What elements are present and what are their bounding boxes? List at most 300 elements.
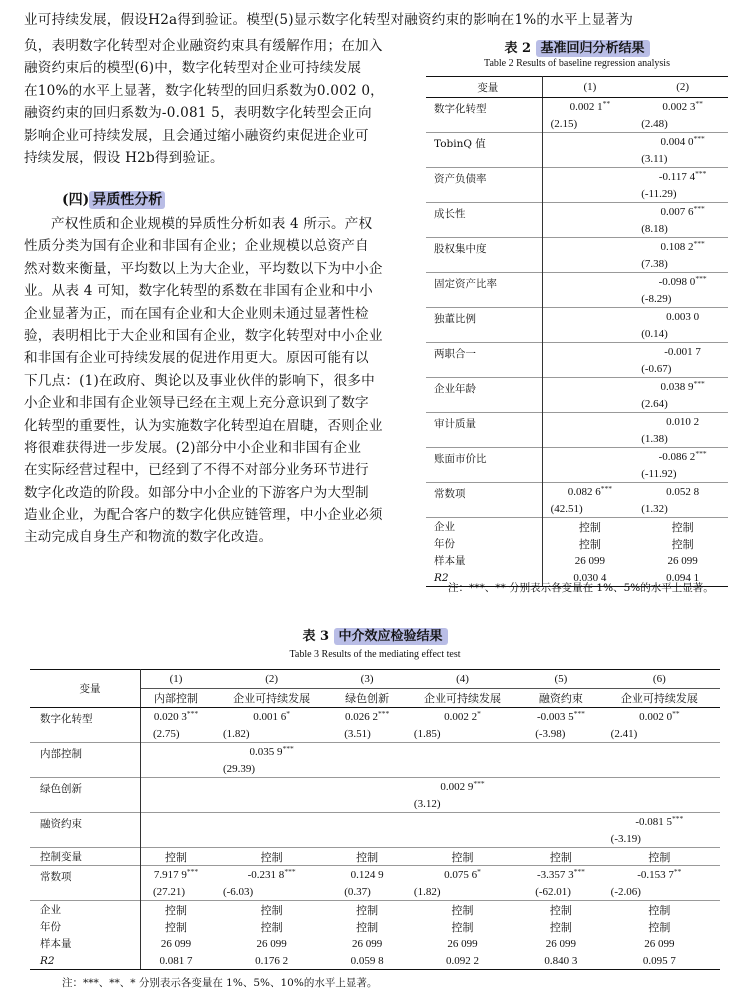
t-stat <box>542 290 637 308</box>
t-stat <box>542 185 637 203</box>
row-variable: 绿色创新 <box>30 778 141 813</box>
table-row <box>30 952 720 970</box>
coef-cell <box>141 866 211 884</box>
coef-cell <box>637 133 728 151</box>
t-stat: (3.11) <box>641 152 668 165</box>
t-stat <box>211 795 332 813</box>
row-value: 26 099 <box>574 554 606 567</box>
row-value: 控制 <box>402 901 523 919</box>
coef-cell <box>637 448 728 466</box>
row-variable: 企业 <box>426 518 542 536</box>
row-variable: 内部控制 <box>30 743 141 778</box>
t-stat <box>402 830 523 848</box>
column-header-model: (4) <box>402 670 523 689</box>
coef-value: -0.231 8 <box>247 868 285 881</box>
text-line: 影响企业可持续发展，且会通过缩小融资约束促进企业可 <box>24 127 369 144</box>
table-row <box>426 273 728 291</box>
coef-cell <box>332 866 402 884</box>
t-stat: (2.48) <box>641 117 668 130</box>
coef-cell <box>637 378 728 396</box>
text-line: 企业显著为正，而在国有企业和大企业则未通过显著性检 <box>24 305 369 322</box>
t-stat <box>542 360 637 378</box>
coef-cell <box>211 743 332 761</box>
t-stat <box>542 255 637 273</box>
t-stat: (2.41) <box>610 727 638 740</box>
coef-value: 0.002 2 <box>444 710 478 723</box>
t-stat: (1.38) <box>641 432 668 445</box>
column-header-dependent: 企业可持续发展 <box>599 689 720 708</box>
coef-value: 0.007 6 <box>660 205 694 218</box>
coef-cell <box>523 866 598 884</box>
coef-cell <box>637 413 728 431</box>
text-line: 和非国有企业可持续发展的促进作用更大。原因可能有以 <box>24 350 369 367</box>
t-stat: (2.64) <box>641 397 668 410</box>
row-value: 控制 <box>637 518 728 536</box>
coef-cell <box>637 308 728 326</box>
column-header-dependent: 融资约束 <box>523 689 598 708</box>
significance-stars: *** <box>186 866 199 876</box>
t-stat: (-11.92) <box>641 467 677 480</box>
t-stat: (-62.01) <box>535 885 571 898</box>
table-row <box>426 448 728 466</box>
coef-value: 0.124 9 <box>350 868 384 881</box>
t-stat: (29.39) <box>222 762 256 775</box>
coef-cell <box>332 778 402 796</box>
row-value: 控制 <box>523 901 598 919</box>
row-value: 26 099 <box>447 937 478 950</box>
t-stat: (1.82) <box>413 885 441 898</box>
t-stat <box>542 220 637 238</box>
table-row <box>426 535 728 552</box>
text-line: 在实际经营过程中，已经到了不得不对部分业务环节进行 <box>24 462 369 479</box>
column-header-variable: 变量 <box>30 670 141 708</box>
column-header-model: (2) <box>211 670 332 689</box>
row-variable: 控制变量 <box>30 848 141 866</box>
t-stat <box>141 830 211 848</box>
text-line: 产权性质和企业规模的异质性分析如表 4 所示。产权 <box>51 216 373 232</box>
coef-cell <box>599 813 720 831</box>
t-stat: (3.12) <box>413 797 441 810</box>
significance-stars: *** <box>693 203 705 213</box>
coef-cell <box>637 273 728 291</box>
table3-label: 表 3 <box>302 629 330 644</box>
row-value: 26 099 <box>644 937 675 950</box>
row-value: 控制 <box>648 921 671 934</box>
text-line: 造业企业，为配合客户的数字化供应链管理，中小企业必须 <box>24 507 383 524</box>
row-value: 控制 <box>402 848 523 866</box>
t-stat: (-8.29) <box>641 292 672 305</box>
coef-value: 7.917 9 <box>153 868 187 881</box>
coef-value: 0.108 2 <box>660 240 694 253</box>
significance-stars: *** <box>695 273 707 283</box>
text-line: 数字化改造的阶段。如部分中小企业的下游客户为大型制 <box>24 484 369 501</box>
row-value: 控制 <box>523 848 598 866</box>
significance-stars: *** <box>695 448 707 458</box>
coef-value: 0.004 0 <box>660 135 694 148</box>
t-stat: (-6.03) <box>222 885 254 898</box>
paragraph-mediation-result <box>24 35 414 169</box>
table-row <box>426 483 728 501</box>
coef-cell <box>141 708 211 726</box>
row-value: 0.081 7 <box>141 952 211 970</box>
t-stat <box>599 760 720 778</box>
t-stat <box>523 830 598 848</box>
row-value: 控制 <box>451 921 474 934</box>
coef-cell <box>599 778 720 796</box>
coef-cell <box>402 708 523 726</box>
coef-cell <box>599 866 720 884</box>
significance-stars: ** <box>673 866 682 876</box>
text-line: 负，表明数字化转型对企业融资约束具有缓解作用；在加入 <box>24 38 383 54</box>
table3-subtitle: Table 3 Results of the mediating effect test <box>289 649 461 660</box>
coef-cell <box>637 203 728 221</box>
t-stat: (-3.98) <box>535 727 566 740</box>
table-row <box>30 778 720 796</box>
coef-value: -0.001 7 <box>664 345 701 358</box>
t-stat: (-11.29) <box>641 187 677 200</box>
significance-stars: *** <box>693 378 705 388</box>
coef-cell <box>542 343 637 361</box>
row-variable: 年份 <box>30 918 141 935</box>
coef-value: -0.117 4 <box>658 170 696 183</box>
t-stat <box>523 795 598 813</box>
row-variable: 审计质量 <box>426 413 542 448</box>
coef-value: 0.082 6 <box>567 485 601 498</box>
significance-stars: *** <box>282 743 294 753</box>
table3-title: 中介效应检验结果 <box>334 628 448 645</box>
text-line: 性质分类为国有企业和非国有企业；企业规模以总资产自 <box>24 238 369 255</box>
coef-value: 0.035 9 <box>249 745 283 758</box>
t-stat <box>599 795 720 813</box>
t-stat <box>523 760 598 778</box>
row-value: 控制 <box>141 901 211 919</box>
row-variable: 资产负债率 <box>426 168 542 203</box>
coef-cell <box>141 743 211 761</box>
row-value: 26 099 <box>256 937 287 950</box>
t-stat: (-0.67) <box>641 362 672 375</box>
row-value: 控制 <box>549 921 572 934</box>
t-stat: (0.37) <box>344 885 371 898</box>
row-variable: 样本量 <box>30 935 141 952</box>
coef-cell <box>542 273 637 291</box>
text-line: 将很难获得进一步发展。(2)部分中小企业和非国有企业 <box>24 439 362 456</box>
row-value: 0.176 2 <box>211 952 332 970</box>
t-stat <box>211 830 332 848</box>
coef-cell <box>332 708 402 726</box>
row-value: 0.030 4 <box>542 569 637 587</box>
coef-cell <box>523 778 598 796</box>
row-value: 控制 <box>671 538 694 551</box>
t-stat: (1.82) <box>222 727 250 740</box>
row-variable: 样本量 <box>426 552 542 569</box>
t-stat: (27.21) <box>153 885 186 898</box>
column-header-model: (2) <box>637 77 728 98</box>
t-stat: (3.51) <box>344 727 371 740</box>
coef-value: 0.002 0 <box>639 710 673 723</box>
column-header-variable: 变量 <box>426 77 542 98</box>
t-stat: (7.38) <box>641 257 668 270</box>
coef-value: 0.038 9 <box>660 380 694 393</box>
top-text-line: 业可持续发展，假设H2a得到验证。模型(5)显示数字化转型对融资约束的影响在1%的水平上显著为 <box>24 12 633 28</box>
coef-cell <box>637 168 728 186</box>
table-row <box>426 552 728 569</box>
row-variable: 成长性 <box>426 203 542 238</box>
table-row <box>30 708 720 726</box>
coef-cell <box>542 133 637 151</box>
row-value: 控制 <box>356 921 379 934</box>
coef-value: 0.002 3 <box>662 100 696 113</box>
text-line: 在10%的水平上显著，数字化转型的回归系数为0.002 0， <box>24 82 384 99</box>
coef-cell <box>332 813 402 831</box>
coef-cell <box>211 866 332 884</box>
coef-cell <box>402 813 523 831</box>
row-value: 0.092 2 <box>402 952 523 970</box>
significance-stars: * <box>477 708 481 718</box>
t-stat: (-2.06) <box>610 885 641 898</box>
coef-value: 0.002 9 <box>440 780 474 793</box>
t-stat: (2.75) <box>153 727 180 740</box>
table-row <box>426 518 728 536</box>
t-stat: (8.18) <box>641 222 668 235</box>
coef-value: 0.010 2 <box>666 415 700 428</box>
significance-stars: *** <box>284 866 296 876</box>
coef-value: -0.003 5 <box>536 710 574 723</box>
row-variable: TobinQ 值 <box>426 133 542 168</box>
text-line: 验，表明相比于大企业和国有企业，数字化转型对中小企业 <box>24 327 383 344</box>
row-variable: 账面市价比 <box>426 448 542 483</box>
significance-stars: *** <box>377 708 390 718</box>
row-variable: 固定资产比率 <box>426 273 542 308</box>
row-value: 26 099 <box>667 554 698 567</box>
t-stat <box>332 760 402 778</box>
t-stat <box>542 465 637 483</box>
row-value: 26 099 <box>160 937 192 950</box>
t-stat: (1.32) <box>641 502 668 515</box>
column-header-model: (1) <box>542 77 637 98</box>
table2-caption <box>426 37 728 56</box>
row-value: 控制 <box>260 921 283 934</box>
table-row <box>426 203 728 221</box>
significance-stars: *** <box>573 708 585 718</box>
coef-value: 0.003 0 <box>666 310 700 323</box>
column-header-dependent: 企业可持续发展 <box>211 689 332 708</box>
row-value: 控制 <box>211 848 332 866</box>
coef-cell <box>211 813 332 831</box>
coef-cell <box>523 708 598 726</box>
row-value: 26 099 <box>351 937 383 950</box>
column-header-model: (5) <box>523 670 598 689</box>
text-line: 然对数来衡量，平均数以上为大企业，平均数以下为中小企 <box>24 260 383 277</box>
significance-stars: *** <box>186 708 199 718</box>
coef-cell <box>141 813 211 831</box>
t-stat <box>141 795 211 813</box>
row-value: 控制 <box>599 848 720 866</box>
row-value: 控制 <box>332 901 402 919</box>
t-stat <box>332 795 402 813</box>
text-line: 小企业和非国有企业领导已经在主观上充分意识到了数字 <box>24 395 369 412</box>
table-row <box>426 413 728 431</box>
table3-caption <box>30 625 720 644</box>
row-value: 0.095 7 <box>599 952 720 970</box>
coef-value: -0.098 0 <box>658 275 696 288</box>
coef-cell <box>402 743 523 761</box>
table-row <box>30 848 720 866</box>
row-value: 控制 <box>599 901 720 919</box>
row-variable: 企业年龄 <box>426 378 542 413</box>
section-heading <box>62 189 165 209</box>
table-row <box>426 308 728 326</box>
row-variable: R2 <box>426 569 542 587</box>
row-value: 0.059 8 <box>332 952 402 970</box>
row-value: 控制 <box>141 848 211 866</box>
t-stat <box>542 430 637 448</box>
coef-value: 0.020 3 <box>153 710 187 723</box>
table-row <box>426 238 728 256</box>
coef-cell <box>523 813 598 831</box>
table-row <box>426 168 728 186</box>
coef-value: 0.052 8 <box>666 485 700 498</box>
coef-cell <box>637 343 728 361</box>
row-variable: 两职合一 <box>426 343 542 378</box>
significance-stars: * <box>286 708 290 718</box>
significance-stars: ** <box>602 98 611 108</box>
coef-cell <box>542 483 637 501</box>
column-header-dependent: 绿色创新 <box>332 689 402 708</box>
coef-cell <box>599 743 720 761</box>
row-variable: 常数项 <box>30 866 141 901</box>
significance-stars: * <box>477 866 481 876</box>
coef-value: 0.075 6 <box>444 868 478 881</box>
row-variable: 常数项 <box>426 483 542 518</box>
t-stat: (2.15) <box>550 117 578 130</box>
coef-cell <box>211 708 332 726</box>
column-header-model: (3) <box>332 670 402 689</box>
row-value: 26 099 <box>545 937 577 950</box>
text-line: 主动完成自身生产和物流的数字化改造。 <box>24 529 273 546</box>
significance-stars: *** <box>600 483 613 493</box>
table-row <box>426 378 728 396</box>
row-variable: 融资约束 <box>30 813 141 848</box>
row-value: 控制 <box>542 518 637 536</box>
table-row <box>30 901 720 919</box>
column-header-model: (6) <box>599 670 720 689</box>
table2-label: 表 2 <box>504 41 532 56</box>
table-row <box>426 343 728 361</box>
t-stat <box>141 760 211 778</box>
t-stat: (1.85) <box>413 727 441 740</box>
coef-value: -3.357 3 <box>536 868 574 881</box>
coef-cell <box>542 203 637 221</box>
coef-cell <box>402 866 523 884</box>
coef-cell <box>332 743 402 761</box>
table3-note: 注：***、**、* 分别表示各变量在 1%、5%、10%的水平上显著。 <box>62 977 378 989</box>
coef-cell <box>637 98 728 116</box>
coef-cell <box>523 743 598 761</box>
t-stat <box>332 830 402 848</box>
row-value: 0.840 3 <box>523 952 598 970</box>
section-title: 异质性分析 <box>89 191 165 209</box>
table-row <box>30 918 720 935</box>
coef-value: 0.002 1 <box>569 100 603 113</box>
row-variable: 年份 <box>426 535 542 552</box>
text-line: 融资约束后的模型(6)中，数字化转型对企业可持续发展 <box>24 60 362 77</box>
coef-cell <box>542 378 637 396</box>
coef-cell <box>542 98 637 116</box>
significance-stars: *** <box>573 866 585 876</box>
row-value: 控制 <box>332 848 402 866</box>
row-variable: 企业 <box>30 901 141 919</box>
coef-value: -0.081 5 <box>635 815 673 828</box>
text-line: 融资约束的回归系数为-0.081 5，表明数字化转型会正向 <box>24 105 372 122</box>
row-variable: R2 <box>30 952 141 970</box>
text-line: 化转型的重要性，认为实施数字化转型迫在眉睫，否则企业 <box>24 417 383 434</box>
t-stat: (42.51) <box>550 502 583 515</box>
coef-value: 0.026 2 <box>344 710 378 723</box>
column-header-model: (1) <box>141 670 211 689</box>
coef-value: 0.001 6 <box>253 710 287 723</box>
t-stat <box>402 760 523 778</box>
coef-value: -0.153 7 <box>637 868 674 881</box>
text-line: 持续发展，假设 H2b得到验证。 <box>24 149 224 166</box>
t-stat <box>542 325 637 343</box>
coef-cell <box>542 238 637 256</box>
coef-cell <box>402 778 523 796</box>
text-line: 业。从表 4 可知，数字化转型的系数在非国有企业和中小 <box>24 283 373 300</box>
table-row <box>30 935 720 952</box>
row-value: 控制 <box>578 538 601 551</box>
row-variable: 独董比例 <box>426 308 542 343</box>
coef-cell <box>542 308 637 326</box>
coef-cell <box>542 168 637 186</box>
section-number: (四) <box>62 192 90 208</box>
table-row <box>426 98 728 116</box>
coef-cell <box>542 448 637 466</box>
significance-stars: ** <box>672 708 680 718</box>
coef-cell <box>637 483 728 501</box>
table2-note: 注：***、** 分别表示各变量在 1%、5%的水平上显著。 <box>448 582 714 594</box>
row-value: 0.094 1 <box>637 569 728 587</box>
row-value: 控制 <box>211 901 332 919</box>
table3-mediating-effect <box>30 669 720 970</box>
significance-stars: *** <box>693 133 705 143</box>
coef-cell <box>542 413 637 431</box>
row-variable: 股权集中度 <box>426 238 542 273</box>
significance-stars: *** <box>672 813 684 823</box>
row-variable: 数字化转型 <box>426 98 542 133</box>
t-stat <box>542 150 637 168</box>
table2-subtitle: Table 2 Results of baseline regression analysis <box>484 58 670 69</box>
table-row <box>30 866 720 884</box>
coef-value: -0.086 2 <box>658 450 696 463</box>
coef-cell <box>599 708 720 726</box>
column-header-dependent: 内部控制 <box>141 689 211 708</box>
t-stat: (-3.19) <box>610 832 641 845</box>
row-value: 控制 <box>164 921 187 934</box>
column-header-dependent: 企业可持续发展 <box>402 689 523 708</box>
significance-stars: ** <box>695 98 703 108</box>
significance-stars: *** <box>473 778 485 788</box>
coef-cell <box>637 238 728 256</box>
table-row <box>30 743 720 761</box>
row-variable: 数字化转型 <box>30 708 141 743</box>
text-line: 下几点：(1)在政府、舆论以及事业伙伴的影响下，很多中 <box>24 372 375 389</box>
coef-cell <box>211 778 332 796</box>
significance-stars: *** <box>693 238 705 248</box>
table2-baseline-regression <box>426 76 728 587</box>
coef-cell <box>141 778 211 796</box>
table-row <box>426 133 728 151</box>
table-row <box>30 813 720 831</box>
